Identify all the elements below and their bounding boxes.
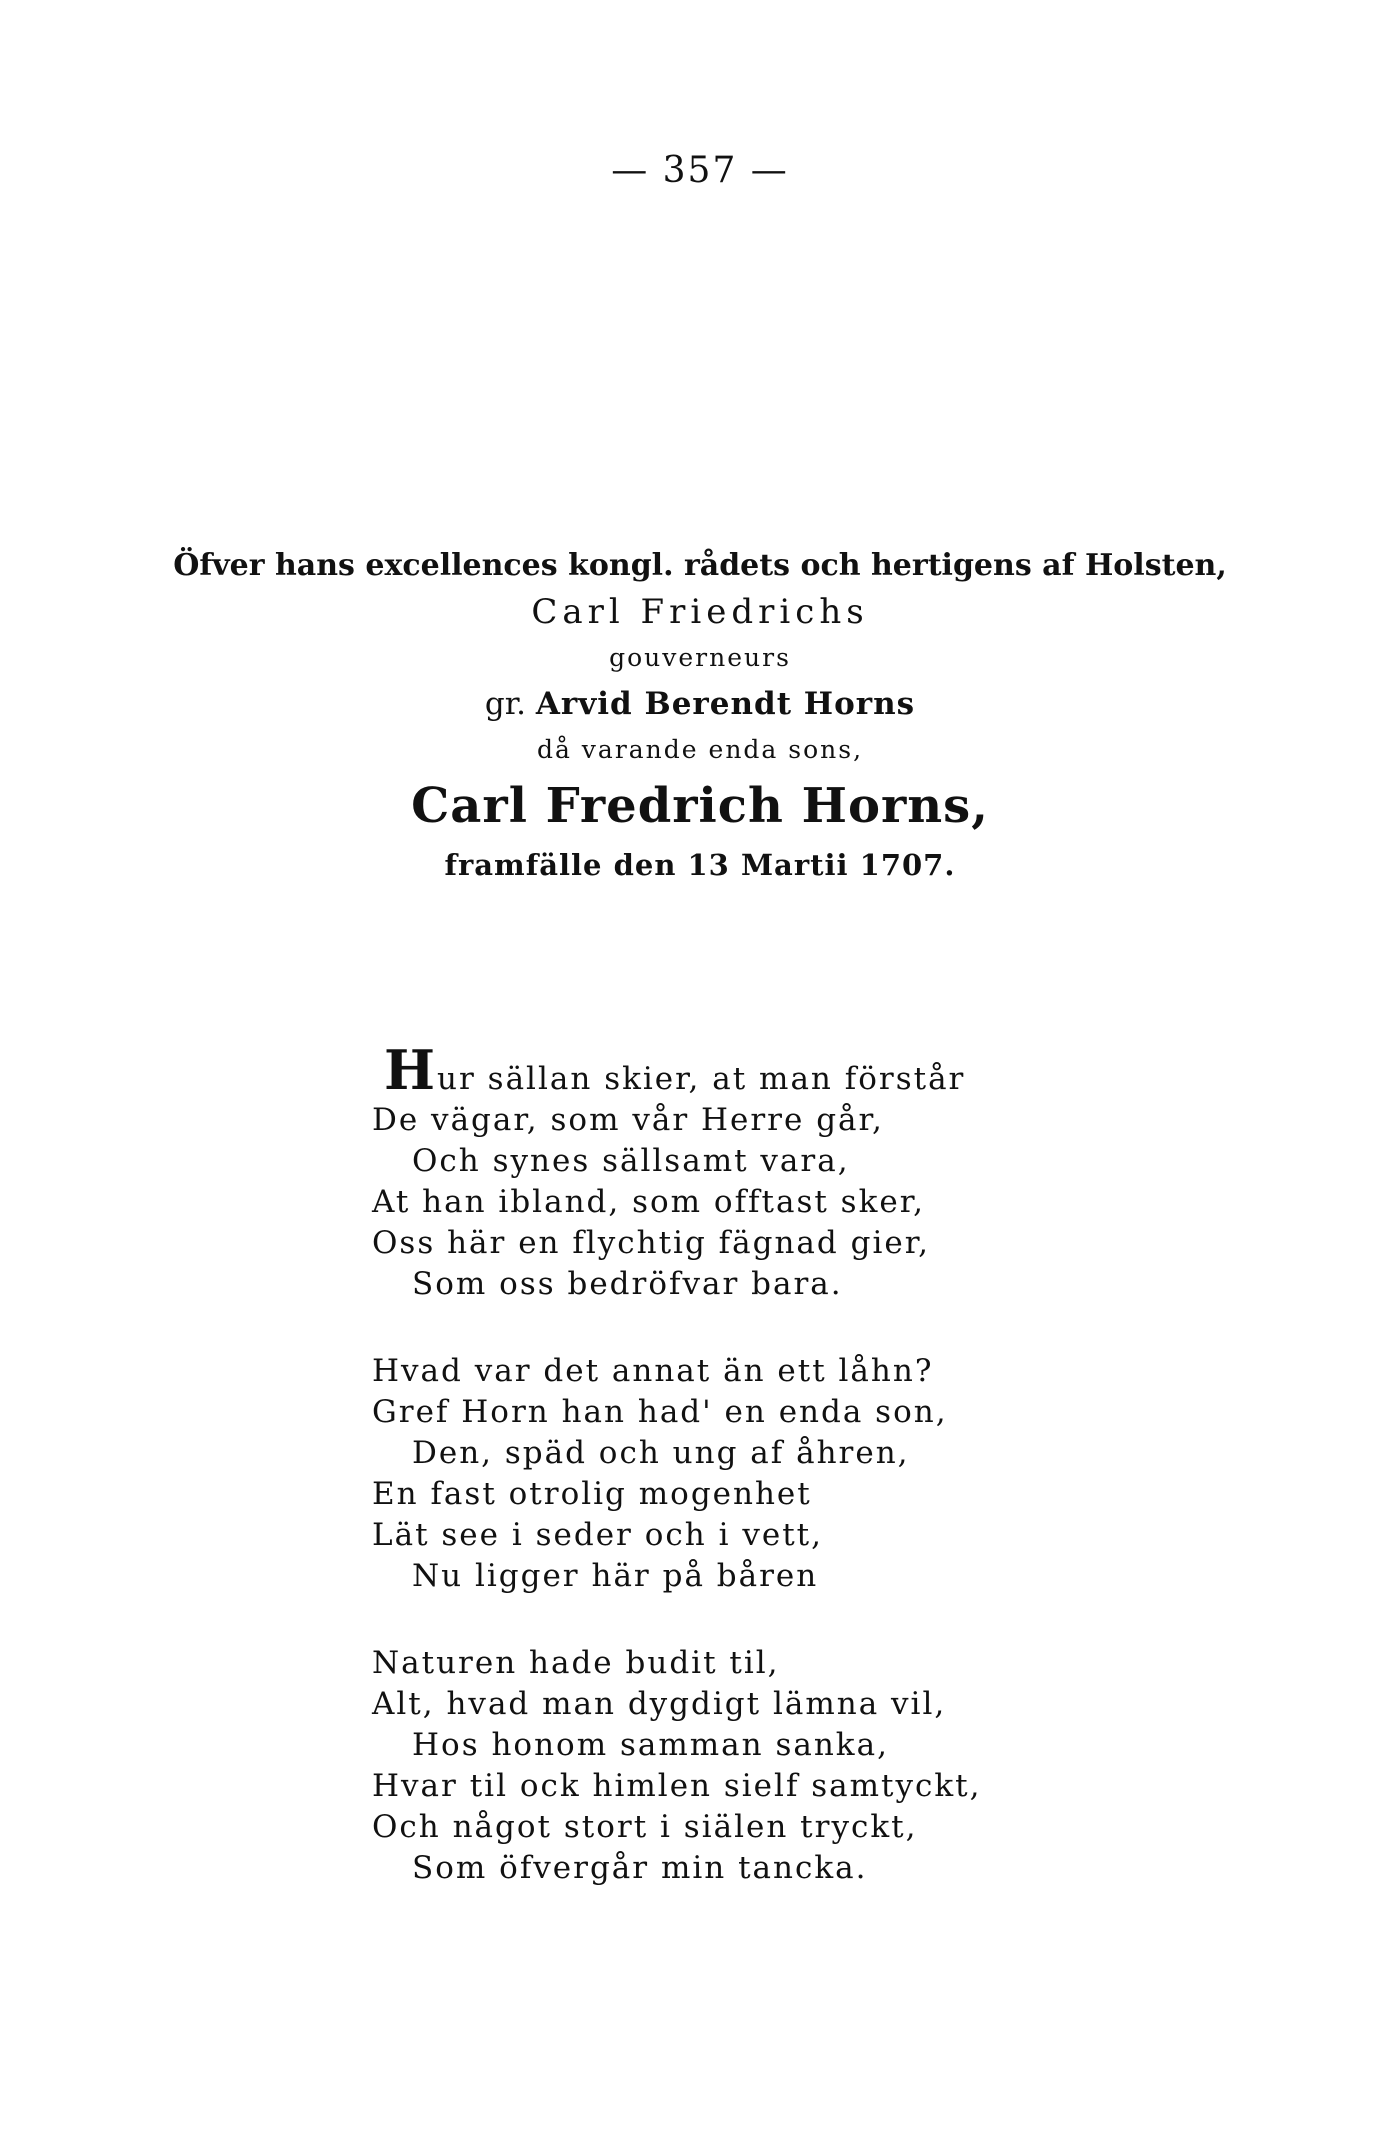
heading-relation: då varande enda sons, bbox=[536, 735, 864, 764]
heading-son-name: Carl Fredrich Horns, bbox=[411, 778, 989, 834]
heading-intro: Öfver hans excellences kongl. rådets och hertigens af Holsten, bbox=[173, 548, 1227, 583]
verse-line: De vägar, som vår Herre går, bbox=[372, 1102, 884, 1138]
verse-line: Naturen hade budit til, bbox=[372, 1645, 780, 1681]
poem-body bbox=[372, 1038, 1072, 1935]
verse-line: Och något stort i siälen tryckt, bbox=[372, 1809, 918, 1845]
poem-heading bbox=[0, 545, 1400, 889]
verse-line: Och synes sällsamt vara, bbox=[412, 1143, 850, 1179]
drop-cap: H bbox=[384, 1038, 438, 1102]
verse-line-rest: ur sällan skier, at man förstår bbox=[437, 1061, 966, 1097]
heading-father-prefix: gr. bbox=[484, 686, 526, 722]
verse-line: Hos honom samman sanka, bbox=[412, 1727, 889, 1763]
verse-line: Nu ligger här på båren bbox=[412, 1558, 819, 1594]
verse-line: Oss här en flychtig fägnad gier, bbox=[372, 1225, 930, 1261]
heading-father-name: Arvid Berendt Horns bbox=[535, 686, 916, 722]
verse-line: Gref Horn han had' en enda son, bbox=[372, 1394, 948, 1430]
heading-date: framfälle den 13 Martii 1707. bbox=[444, 848, 956, 882]
stanza-3 bbox=[372, 1643, 1072, 1889]
heading-name: Carl Friedrichs bbox=[531, 592, 869, 632]
verse-line bbox=[372, 1038, 1072, 1102]
verse-line: Den, späd och ung af åhren, bbox=[412, 1435, 910, 1471]
verse-line: Hvad var det annat än ett låhn? bbox=[372, 1353, 934, 1389]
verse-line: Lät see i seder och i vett, bbox=[372, 1517, 823, 1553]
stanza-1 bbox=[372, 1038, 1072, 1305]
heading-role: gouverneurs bbox=[609, 643, 791, 672]
verse-line: Som öfvergår min tancka. bbox=[412, 1850, 868, 1886]
verse-line: Hvar til ock himlen sielf samtyckt, bbox=[372, 1768, 982, 1804]
verse-line: Alt, hvad man dygdigt lämna vil, bbox=[372, 1686, 947, 1722]
verse-line: En fast otrolig mogenhet bbox=[372, 1476, 812, 1512]
page-number: — 357 — bbox=[611, 150, 789, 191]
heading-father-line bbox=[0, 679, 1400, 729]
verse-line: At han ibland, som offtast sker, bbox=[372, 1184, 925, 1220]
verse-line: Som oss bedröfvar bara. bbox=[412, 1266, 843, 1302]
stanza-2 bbox=[372, 1351, 1072, 1597]
